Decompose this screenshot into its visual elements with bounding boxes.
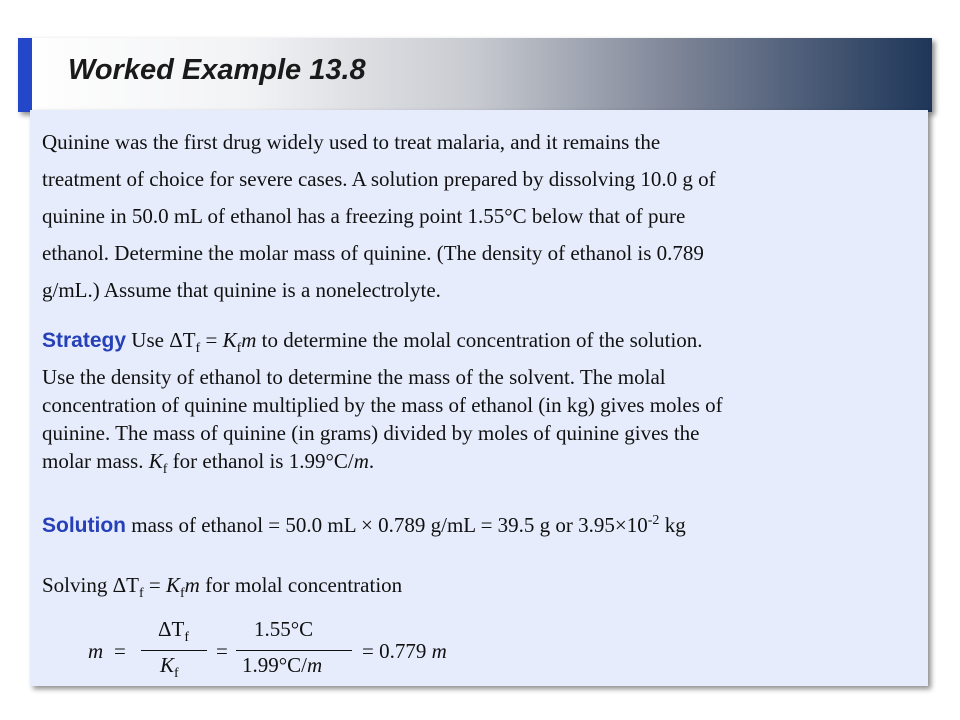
delta-symbol: ΔT	[169, 328, 196, 352]
equation-result	[362, 639, 447, 664]
title-accent-stripe	[18, 38, 32, 112]
k-symbol: K	[160, 653, 175, 677]
problem-line: quinine in 50.0 mL of ethanol has a freezing point 1.55°C below that of pure	[42, 204, 686, 228]
m-symbol: m	[307, 653, 323, 677]
fraction2-numerator: 1.55°C	[254, 617, 314, 641]
subscript-f: f	[174, 666, 179, 682]
subscript-f: f	[138, 586, 144, 602]
result-value: = 0.779	[362, 639, 432, 663]
subscript-f: f	[162, 462, 168, 478]
m-symbol: m	[353, 449, 369, 474]
strategy-line: concentration of quinine multiplied by the mass of ethanol (in kg) gives moles of	[42, 393, 723, 418]
delta-symbol: ΔT	[112, 573, 139, 597]
strategy-text: for ethanol is 1.99°C/	[167, 449, 354, 474]
problem-line: treatment of choice for severe cases. A solution prepared by dissolving 10.0 g of	[42, 167, 716, 191]
fraction1-denominator	[160, 653, 179, 682]
fraction1-bar	[141, 650, 207, 651]
strategy-last-line	[42, 447, 912, 484]
equals-sign: =	[143, 573, 166, 597]
strategy-text: .	[368, 449, 375, 474]
strategy-line: Use the density of ethanol to determine the mass of the solvent. The molal	[42, 365, 666, 390]
delta-symbol: ΔT	[158, 617, 185, 641]
solution-text: mass of ethanol = 50.0 mL × 0.789 g/mL = 39.5 g or 3.95×10	[131, 513, 648, 537]
solution-heading: Solution	[42, 514, 126, 537]
problem-line: ethanol. Determine the molar mass of quinine. (The density of ethanol is 0.789	[42, 241, 704, 265]
problem-statement	[42, 124, 902, 309]
strategy-text: to determine the molal concentration of the solution.	[256, 328, 703, 352]
k-symbol: K	[165, 573, 180, 597]
subscript-f: f	[184, 630, 190, 646]
fraction2-bar	[236, 650, 352, 651]
strategy-first-line	[42, 326, 912, 363]
strategy-text: Use	[131, 328, 170, 352]
subscript-f: f	[236, 341, 242, 357]
m-symbol: m	[184, 573, 200, 597]
equation-lhs-m: m	[88, 639, 104, 663]
denominator-value: 1.99°C/	[242, 653, 307, 677]
problem-line: Quinine was the first drug widely used to treat malaria, and it remains the	[42, 130, 661, 154]
k-symbol: K	[148, 449, 163, 474]
equation-equals: =	[114, 639, 126, 663]
slide-title: Worked Example 13.8	[68, 54, 366, 86]
m-symbol: m	[431, 639, 447, 663]
fraction2-denominator	[242, 653, 322, 678]
strategy-section	[42, 326, 912, 484]
solution-unit: kg	[659, 513, 686, 537]
k-symbol: K	[222, 328, 237, 352]
problem-line: g/mL.) Assume that quinine is a nonelectrolyte.	[42, 278, 441, 302]
m-symbol: m	[241, 328, 257, 352]
solving-text: Solving	[42, 573, 113, 597]
subscript-f: f	[179, 586, 185, 602]
equals-sign: =	[200, 328, 223, 352]
solving-line	[42, 570, 922, 609]
strategy-heading: Strategy	[42, 329, 127, 352]
subscript-f: f	[195, 341, 201, 357]
solving-text: for molal concentration	[199, 573, 403, 597]
title-bar	[18, 38, 932, 112]
fraction1-numerator	[158, 617, 189, 646]
molality-equation	[88, 614, 588, 684]
solution-section	[42, 506, 922, 541]
strategy-text: molar mass.	[42, 449, 149, 474]
exponent: -2	[647, 513, 660, 528]
strategy-line: quinine. The mass of quinine (in grams) divided by moles of quinine gives the	[42, 421, 700, 446]
equation-equals: =	[216, 639, 228, 663]
